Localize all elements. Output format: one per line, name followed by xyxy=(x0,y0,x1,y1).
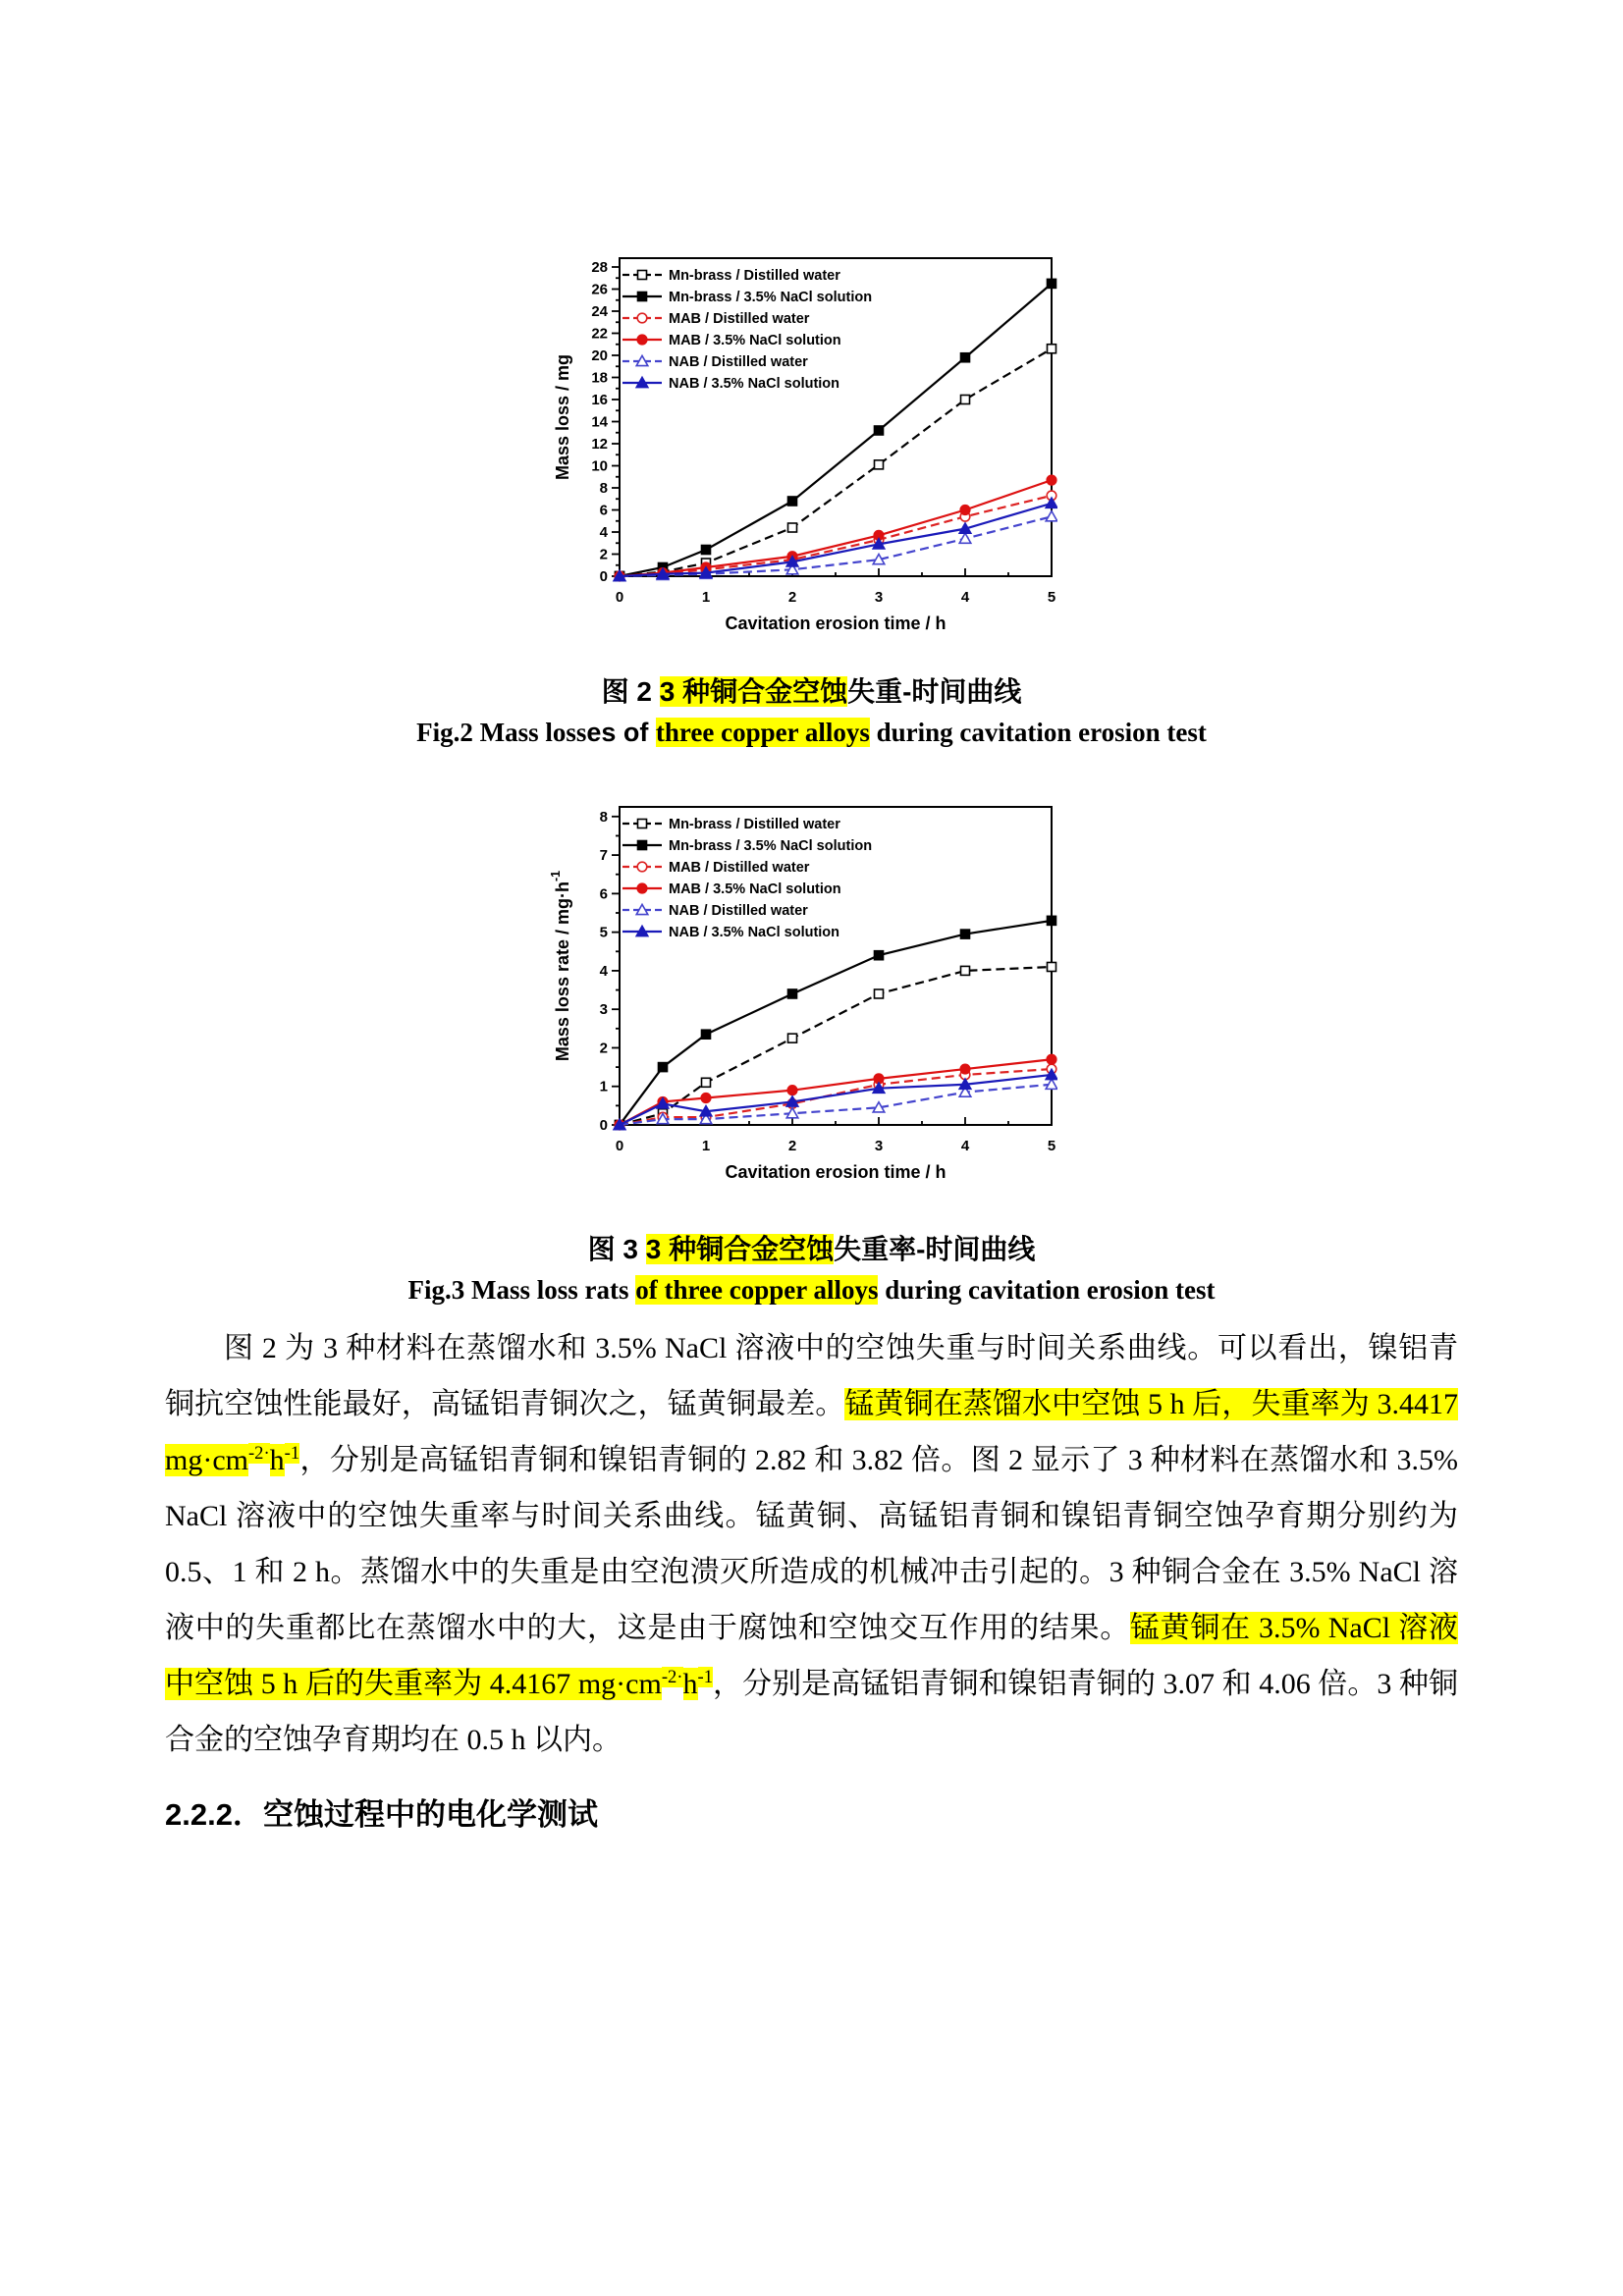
svg-text:4: 4 xyxy=(599,962,608,980)
svg-text:28: 28 xyxy=(591,259,608,276)
fig2-caption-en xyxy=(0,717,1623,749)
svg-text:Mass loss rate / mg·h-1: Mass loss rate / $mg\cdot h^{-1}$ xyxy=(549,870,572,1062)
text-segment: ，分别是高锰铝青铜和镍铝青铜的 2.82 和 3.82 倍。图 2 显示了 3 种材料在蒸馏水和 3.5% NaCl 溶液中的空蚀失重率与时间关系曲线。锰黄铜、高锰铝青铜和镍铝青铜空蚀孕育期分别约为 0.5、1 和 2 h。蒸馏水中的失重是由空泡溃灭所造成的机械冲击引起的。3 种铜合金在 3.5% NaCl 溶液中的失重都比在蒸馏水中的大，这是由于腐蚀和空蚀交互作用的结果。 xyxy=(165,1444,1458,1644)
x-axis xyxy=(616,1117,1055,1182)
svg-text:MAB / 3.5% NaCl solution: MAB / 3.5% NaCl solution xyxy=(669,333,841,348)
svg-text:12: 12 xyxy=(591,436,608,453)
svg-text:NAB / Distilled water: NAB / Distilled water xyxy=(669,903,808,919)
legend xyxy=(622,817,872,940)
svg-text:0: 0 xyxy=(599,1117,608,1134)
fig2-caption-zh xyxy=(0,675,1623,709)
fig2-mass-loss-chart xyxy=(547,244,1057,637)
svg-text:MAB / Distilled water: MAB / Distilled water xyxy=(669,860,810,876)
highlighted-text: 3 种铜合金空蚀 xyxy=(645,1234,835,1264)
highlighted-text: three copper alloys xyxy=(655,718,870,747)
text-segment: 失重-时间曲线 xyxy=(847,676,1022,707)
highlighted-text: 3 种铜合金空蚀 xyxy=(659,676,848,707)
series-1 xyxy=(616,916,1056,1129)
svg-text:10: 10 xyxy=(591,457,608,475)
text-segment: 图 2 xyxy=(601,676,660,707)
series-0 xyxy=(616,962,1056,1129)
svg-text:1: 1 xyxy=(701,589,711,606)
section-heading: 2.2.2．空蚀过程中的电化学测试 xyxy=(165,1797,598,1832)
figure-2 xyxy=(547,244,1057,637)
svg-text:5: 5 xyxy=(1047,589,1056,606)
highlighted-text: -2· xyxy=(661,1667,683,1687)
legend xyxy=(622,268,872,392)
svg-text:6: 6 xyxy=(599,502,608,519)
fig3-mass-loss-rate-chart xyxy=(547,793,1057,1186)
svg-text:NAB / 3.5% NaCl solution: NAB / 3.5% NaCl solution xyxy=(669,925,840,940)
svg-text:Mass loss / mg: Mass loss / mg xyxy=(553,353,572,481)
svg-text:3: 3 xyxy=(874,589,884,606)
svg-text:Mn-brass / Distilled water: Mn-brass / Distilled water xyxy=(669,817,840,832)
highlighted-text: h xyxy=(269,1444,285,1476)
svg-text:4: 4 xyxy=(599,524,608,541)
svg-text:Cavitation erosion time / h: Cavitation erosion time / h xyxy=(725,1162,947,1182)
svg-text:14: 14 xyxy=(591,413,608,431)
highlighted-text: 锰黄铜在蒸馏水中空蚀 5 h 后，失重率为 3.4417 mg·cm xyxy=(165,1388,1458,1476)
svg-text:MAB / 3.5% NaCl solution: MAB / 3.5% NaCl solution xyxy=(669,881,841,897)
svg-text:0: 0 xyxy=(615,589,624,606)
y-axis xyxy=(549,809,620,1134)
svg-text:MAB / Distilled water: MAB / Distilled water xyxy=(669,311,810,327)
highlighted-text: -2· xyxy=(247,1443,270,1464)
svg-text:4: 4 xyxy=(960,589,970,606)
x-axis xyxy=(616,568,1055,633)
svg-text:Mn-brass / 3.5% NaCl solution: Mn-brass / 3.5% NaCl solution xyxy=(669,290,873,305)
highlighted-text: of three copper alloys xyxy=(635,1275,879,1305)
svg-text:26: 26 xyxy=(591,281,608,298)
svg-text:NAB / Distilled water: NAB / Distilled water xyxy=(669,354,808,370)
svg-text:4: 4 xyxy=(960,1138,970,1154)
svg-text:20: 20 xyxy=(591,347,608,364)
figure-3 xyxy=(547,793,1057,1186)
text-segment: es of xyxy=(586,718,656,747)
svg-text:2: 2 xyxy=(787,589,797,606)
svg-text:2: 2 xyxy=(787,1138,797,1154)
svg-text:NAB / 3.5% NaCl solution: NAB / 3.5% NaCl solution xyxy=(669,376,840,392)
svg-text:0: 0 xyxy=(599,568,608,585)
svg-text:18: 18 xyxy=(591,369,608,387)
svg-text:Mn-brass / Distilled water: Mn-brass / Distilled water xyxy=(669,268,840,284)
svg-text:Cavitation erosion time / h: Cavitation erosion time / h xyxy=(725,614,947,633)
svg-text:8: 8 xyxy=(599,480,608,497)
fig3-caption-zh xyxy=(0,1233,1623,1266)
svg-text:3: 3 xyxy=(599,1001,608,1019)
svg-text:5: 5 xyxy=(1047,1138,1056,1154)
svg-text:2: 2 xyxy=(599,1040,608,1057)
text-segment: 图 3 xyxy=(587,1234,646,1264)
text-segment: ，分别是高锰铝青铜和镍铝青铜的 3.07 和 4.06 倍。3 种铜合金的空蚀孕育期均在 0.5 h 以内。 xyxy=(165,1668,1458,1756)
highlighted-text: -1 xyxy=(284,1443,300,1464)
fig3-caption-en xyxy=(0,1274,1623,1307)
highlighted-text: -1 xyxy=(697,1667,713,1687)
svg-text:6: 6 xyxy=(599,885,608,903)
svg-text:Mn-brass / 3.5% NaCl solution: Mn-brass / 3.5% NaCl solution xyxy=(669,838,873,854)
svg-text:16: 16 xyxy=(591,392,608,408)
svg-text:8: 8 xyxy=(599,808,608,826)
svg-text:0: 0 xyxy=(615,1138,624,1154)
text-segment: Fig.2 Mass loss xyxy=(416,718,587,747)
svg-text:7: 7 xyxy=(599,847,608,865)
series-3 xyxy=(615,475,1056,580)
highlighted-text: h xyxy=(682,1668,698,1700)
svg-text:5: 5 xyxy=(599,924,608,941)
highlighted-text: 锰黄铜在 3.5% NaCl 溶液中空蚀 5 h 后的失重率为 4.4167 mg·cm xyxy=(165,1612,1458,1700)
svg-text:1: 1 xyxy=(701,1138,711,1154)
plot-frame xyxy=(620,258,1052,576)
plot-frame xyxy=(620,807,1052,1125)
svg-text:2: 2 xyxy=(599,546,608,563)
svg-text:3: 3 xyxy=(874,1138,884,1154)
text-segment: 图 2 为 3 种材料在蒸馏水和 3.5% NaCl 溶液中的空蚀失重与时间关系曲线。可以看出，镍铝青铜抗空蚀性能最好，高锰铝青铜次之，锰黄铜最差。 xyxy=(165,1332,1458,1420)
y-axis xyxy=(553,259,620,585)
text-segment: during cavitation erosion test xyxy=(878,1275,1216,1305)
body-paragraph xyxy=(165,1320,1458,1768)
text-segment: during cavitation erosion test xyxy=(869,718,1207,747)
svg-text:1: 1 xyxy=(599,1078,608,1095)
svg-text:22: 22 xyxy=(591,325,608,343)
text-segment: 失重率-时间曲线 xyxy=(834,1234,1036,1264)
text-segment: Fig.3 Mass loss rats xyxy=(407,1275,636,1305)
svg-text:24: 24 xyxy=(591,303,608,320)
